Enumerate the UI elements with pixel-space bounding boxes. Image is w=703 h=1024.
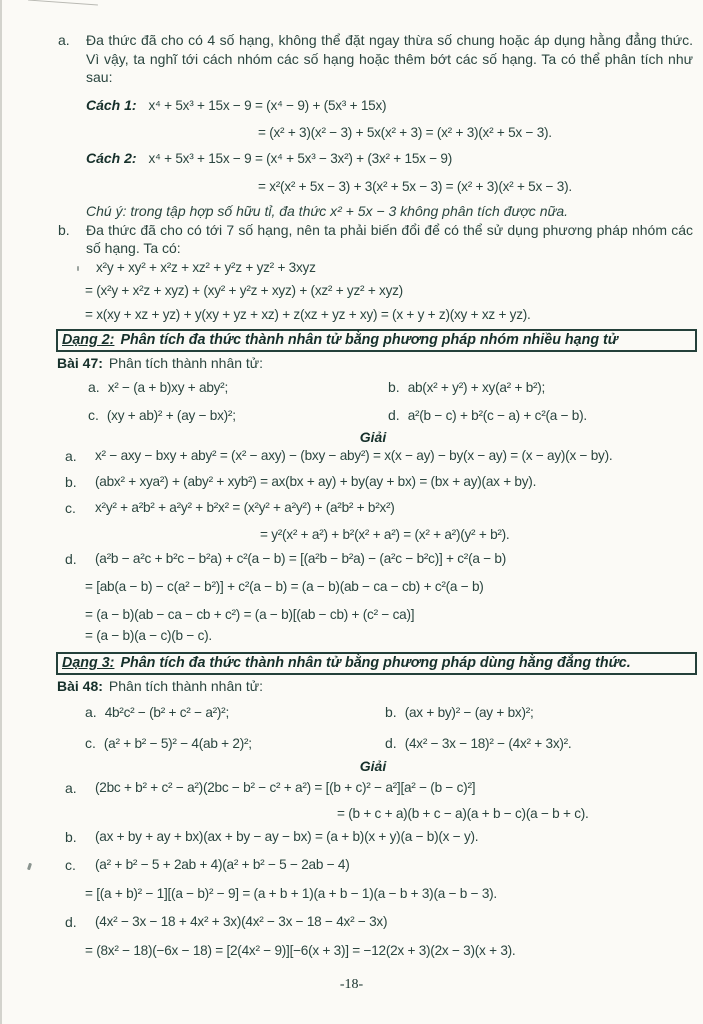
note-chu-y: Chú ý: trong tập hợp số hữu tỉ, đa thức x² + 5x − 3 không phân tích được nữa.: [86, 202, 569, 219]
bai48-problem-d: d. (4x² − 3x − 18)² − (4x² + 3x)².: [385, 734, 572, 751]
dang3-label: Dạng 3:: [62, 654, 115, 671]
dang2-title: Phân tích đa thức thành nhân tử bằng phương pháp nhóm nhiều hạng tử: [120, 331, 619, 348]
bai48-problems-row2: [58, 735, 697, 751]
bai48-solution-c-line1: c. (a² + b² − 5 + 2ab + 4)(a² + b² − 5 − 2ab − 4): [65, 856, 350, 873]
bai48-solution-c-line2: = [(a + b)² − 1][(a − b)² − 9] = (a + b + 1)(a + b − 1)(a − b + 3)(a − b − 3).: [85, 885, 497, 901]
scan-speck: [27, 863, 32, 871]
cach2-equation-2: = x²(x² + 5x − 3) + 3(x² + 5x − 3) = (x² + 3)(x² + 5x − 3).: [258, 178, 572, 194]
bai48-solution-a-line2: = (b + c + a)(b + c − a)(a + b − c)(a − b + c).: [337, 805, 589, 821]
bai47-solution-d-line4: = (a − b)(a − c)(b − c).: [85, 627, 212, 643]
paragraph-a-text: Đa thức đã cho có 4 số hạng, không thể đặt ngay thừa số chung hoặc áp dụng hằng đẳng thức. Vì vậy, ta nghĩ tới cách nhóm các số hạng hoặc thêm bớt các số hạng. Ta có thể phân tích như sau:: [86, 32, 693, 86]
bai48-title: [57, 678, 697, 694]
eq-b-line3: = x(xy + xz + yz) + y(xy + yz + xz) + z(xz + yz + xy) = (x + y + z)(xy + xz + yz).: [85, 306, 531, 322]
bai48-label: Bài 48:: [57, 677, 103, 694]
bai48-solution-b: b. (ax + by + ay + bx)(ax + by − ay − bx) = (a + b)(x + y)(a − b)(x − y).: [65, 828, 479, 845]
bai48-solution-d-line1: d. (4x² − 3x − 18 + 4x² + 3x)(4x² − 3x − 18 − 4x² − 3x): [65, 913, 388, 930]
bai47-solution-d-line2: = [ab(a − b) − c(a² − b²)] + c²(a − b) = (a − b)(ab − ca − cb) + c²(a − b): [85, 578, 484, 594]
dang3-heading-box: [56, 652, 697, 675]
cach2-line1: [86, 150, 697, 166]
cach1-line1: [86, 97, 697, 113]
cach1-equation-2: = (x² + 3)(x² − 3) + 5x(x² + 3) = (x² + 3)(x² + 5x − 3).: [258, 124, 552, 140]
dang3-title: Phân tích đa thức thành nhân tử bằng phương pháp dùng hằng đẳng thức.: [120, 654, 631, 671]
scan-speck-small: [77, 266, 79, 271]
page-number: -18-: [339, 977, 364, 992]
scan-artifact-topline: [28, 0, 98, 5]
item-marker-b: b.: [58, 221, 70, 238]
dang2-label: Dạng 2:: [62, 331, 115, 348]
bai47-problem-c: c. (xy + ab)² + (ay − bx)²;: [88, 406, 236, 423]
bai48-giai-heading: Giải: [359, 757, 387, 774]
bai48-intro: Phân tích thành nhân tử:: [108, 677, 264, 694]
bai47-solution-d-line1: d. (a²b − a²c + b²c − b²a) + c²(a − b) = [(a²b − b²a) − (a²c − b²c)] + c²(a − b): [65, 550, 506, 567]
bai47-solution-c-line1: c. x²y² + a²b² + a²y² + b²x² = (x²y² + a²y²) + (a²b² + b²x²): [65, 499, 395, 516]
bai48-problem-c: c. (a² + b² − 5)² − 4(ab + 2)²;: [85, 734, 252, 751]
bai47-solution-a: a. x² − axy − bxy + aby² = (x² − axy) − (bxy − aby²) = x(x − ay) − by(x − ay) = (x − ay)(x − by).: [65, 447, 613, 464]
scan-edge-left: [0, 0, 2, 1024]
paragraph-a: [58, 31, 697, 87]
bai47-title: [57, 355, 697, 371]
cach2-label: Cách 2:: [86, 149, 137, 166]
bai47-problem-a: a. x² − (a + b)xy + aby²;: [88, 378, 228, 395]
bai47-problems-row2: [58, 407, 697, 423]
eq-b-line1: x²y + xy² + x²z + xz² + y²z + yz² + 3xyz: [96, 259, 316, 275]
bai47-solution-c-line2: = y²(x² + a²) + b²(x² + a²) = (x² + a²)(y² + b²).: [260, 526, 510, 542]
item-marker-a: a.: [58, 32, 70, 48]
bai48-problem-b: b. (ax + by)² − (ay + bx)²;: [385, 703, 534, 720]
cach1-equation-1: x⁴ + 5x³ + 15x − 9 = (x⁴ − 9) + (5x³ + 15x): [148, 97, 387, 113]
bai48-solution-a-line1: a. (2bc + b² + c² − a²)(2bc − b² − c² + a²) = [(b + c)² − a²][a² − (b − c)²]: [65, 779, 476, 796]
bai47-solution-b: b. (abx² + xya²) + (aby² + xyb²) = ax(bx + ay) + by(ay + bx) = (bx + ay)(ax + by).: [65, 473, 537, 490]
bai47-label: Bài 47:: [57, 354, 103, 371]
paragraph-b: [58, 221, 697, 258]
bai48-problems-row1: [58, 704, 697, 720]
bai47-intro: Phân tích thành nhân tử:: [108, 354, 264, 371]
bai47-problem-b: b. ab(x² + y²) + xy(a² + b²);: [388, 378, 546, 395]
eq-b-line2: = (x²y + x²z + xyz) + (xy² + y²z + xyz) + (xz² + yz² + xyz): [85, 282, 403, 298]
bai48-problem-a: a. 4b²c² − (b² + c² − a²)²;: [85, 703, 229, 720]
cach1-label: Cách 1:: [86, 96, 137, 113]
cach1-line2: [258, 124, 697, 140]
bai48-solution-d-line2: = (8x² − 18)(−6x − 18) = [2(4x² − 9)][−6(x + 3)] = −12(2x + 3)(2x − 3)(x + 3).: [85, 942, 516, 958]
bai47-problem-d: d. a²(b − c) + b²(c − a) + c²(a − b).: [388, 406, 587, 423]
cach2-line2: [258, 178, 697, 194]
bai47-solution-d-line3: = (a − b)(ab − ca − cb + c²) = (a − b)[(ab − cb) + (c² − ca)]: [85, 606, 415, 622]
paragraph-b-text: Đa thức đã cho có tới 7 số hạng, nên ta phải biến đổi để có thể sử dụng phương pháp nhóm các số hạng. Ta có:: [86, 221, 693, 257]
bai47-giai-heading: Giải: [359, 428, 387, 445]
cach2-equation-1: x⁴ + 5x³ + 15x − 9 = (x⁴ + 5x³ − 3x²) + (3x² + 15x − 9): [148, 150, 453, 166]
bai47-problems-row1: [58, 379, 697, 395]
dang2-heading-box: [56, 329, 697, 352]
